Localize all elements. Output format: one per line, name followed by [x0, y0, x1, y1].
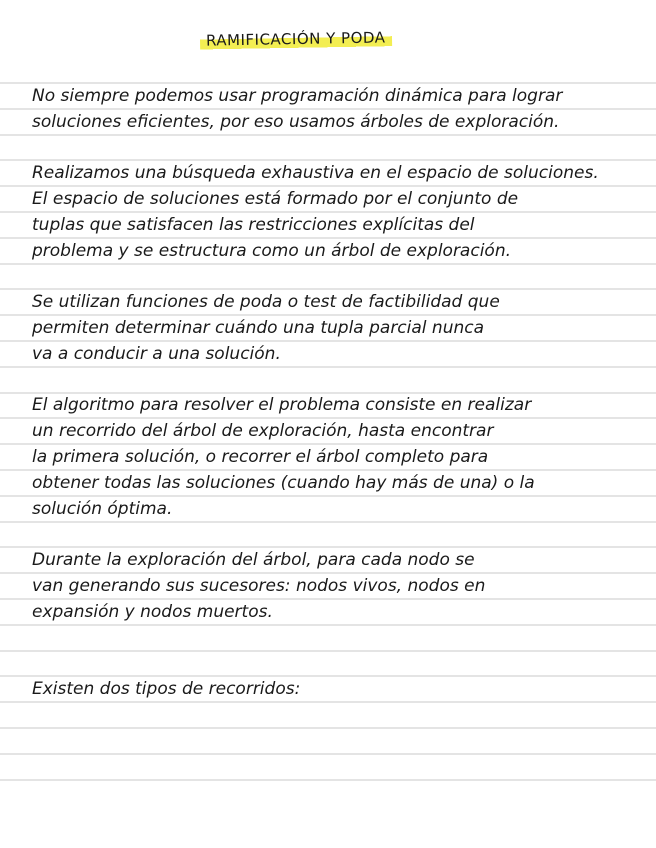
ruled-line [0, 392, 656, 394]
handwritten-line: El espacio de soluciones está formado por el conjunto de [32, 189, 519, 209]
ruled-line [0, 159, 656, 161]
handwritten-line: expansión y nodos muertos. [32, 601, 273, 622]
handwritten-line: van generando sus sucesores: nodos vivos, nodos en [32, 576, 486, 596]
handwritten-line: Realizamos una búsqueda exhaustiva en el espacio de soluciones. [32, 163, 599, 184]
ruled-line [0, 753, 656, 755]
handwritten-line: El algoritmo para resolver el problema consiste en realizar [32, 395, 532, 416]
handwritten-line: un recorrido del árbol de exploración, hasta encontrar [32, 421, 494, 442]
handwritten-line: problema y se estructura como un árbol de exploración. [32, 240, 511, 261]
ruled-line [0, 417, 656, 419]
handwritten-line: solución óptima. [32, 498, 173, 519]
ruled-line [0, 443, 656, 445]
ruled-line [0, 314, 656, 316]
handwritten-line: Existen dos tipos de recorridos: [32, 679, 301, 700]
handwritten-line: la primera solución, o recorrer el árbol completo para [32, 447, 489, 467]
ruled-line [0, 469, 656, 471]
ruled-line [0, 211, 656, 213]
ruled-line [0, 237, 656, 239]
ruled-line [0, 675, 656, 677]
ruled-line [0, 727, 656, 729]
ruled-line [0, 366, 656, 368]
handwritten-line: No siempre podemos usar programación dinámica para lograr [32, 85, 563, 106]
ruled-line [0, 598, 656, 600]
ruled-line [0, 521, 656, 523]
ruled-line [0, 340, 656, 342]
ruled-line [0, 495, 656, 497]
ruled-line [0, 288, 656, 290]
handwritten-line: permiten determinar cuándo una tupla parcial nunca [32, 318, 485, 338]
ruled-line [0, 650, 656, 652]
handwritten-line: va a conducir a una solución. [32, 343, 281, 364]
ruled-line [0, 546, 656, 548]
handwritten-line: tuplas que satisfacen las restricciones explícitas del [32, 214, 475, 235]
ruled-line [0, 779, 656, 781]
ruled-line [0, 134, 656, 136]
handwritten-line: obtener todas las soluciones (cuando hay más de una) o la [32, 472, 535, 493]
ruled-line [0, 572, 656, 574]
handwritten-line: Se utilizan funciones de poda o test de factibilidad que [32, 292, 500, 313]
ruled-line [0, 108, 656, 110]
ruled-line [0, 185, 656, 187]
page-title: RAMIFICACIÓN Y PODA [200, 26, 392, 51]
ruled-line [0, 701, 656, 703]
handwritten-line: soluciones eficientes, por eso usamos árboles de exploración. [32, 111, 560, 132]
ruled-line [0, 82, 656, 84]
ruled-line [0, 624, 656, 626]
handwritten-line: Durante la exploración del árbol, para cada nodo se [32, 550, 475, 571]
ruled-line [0, 263, 656, 265]
